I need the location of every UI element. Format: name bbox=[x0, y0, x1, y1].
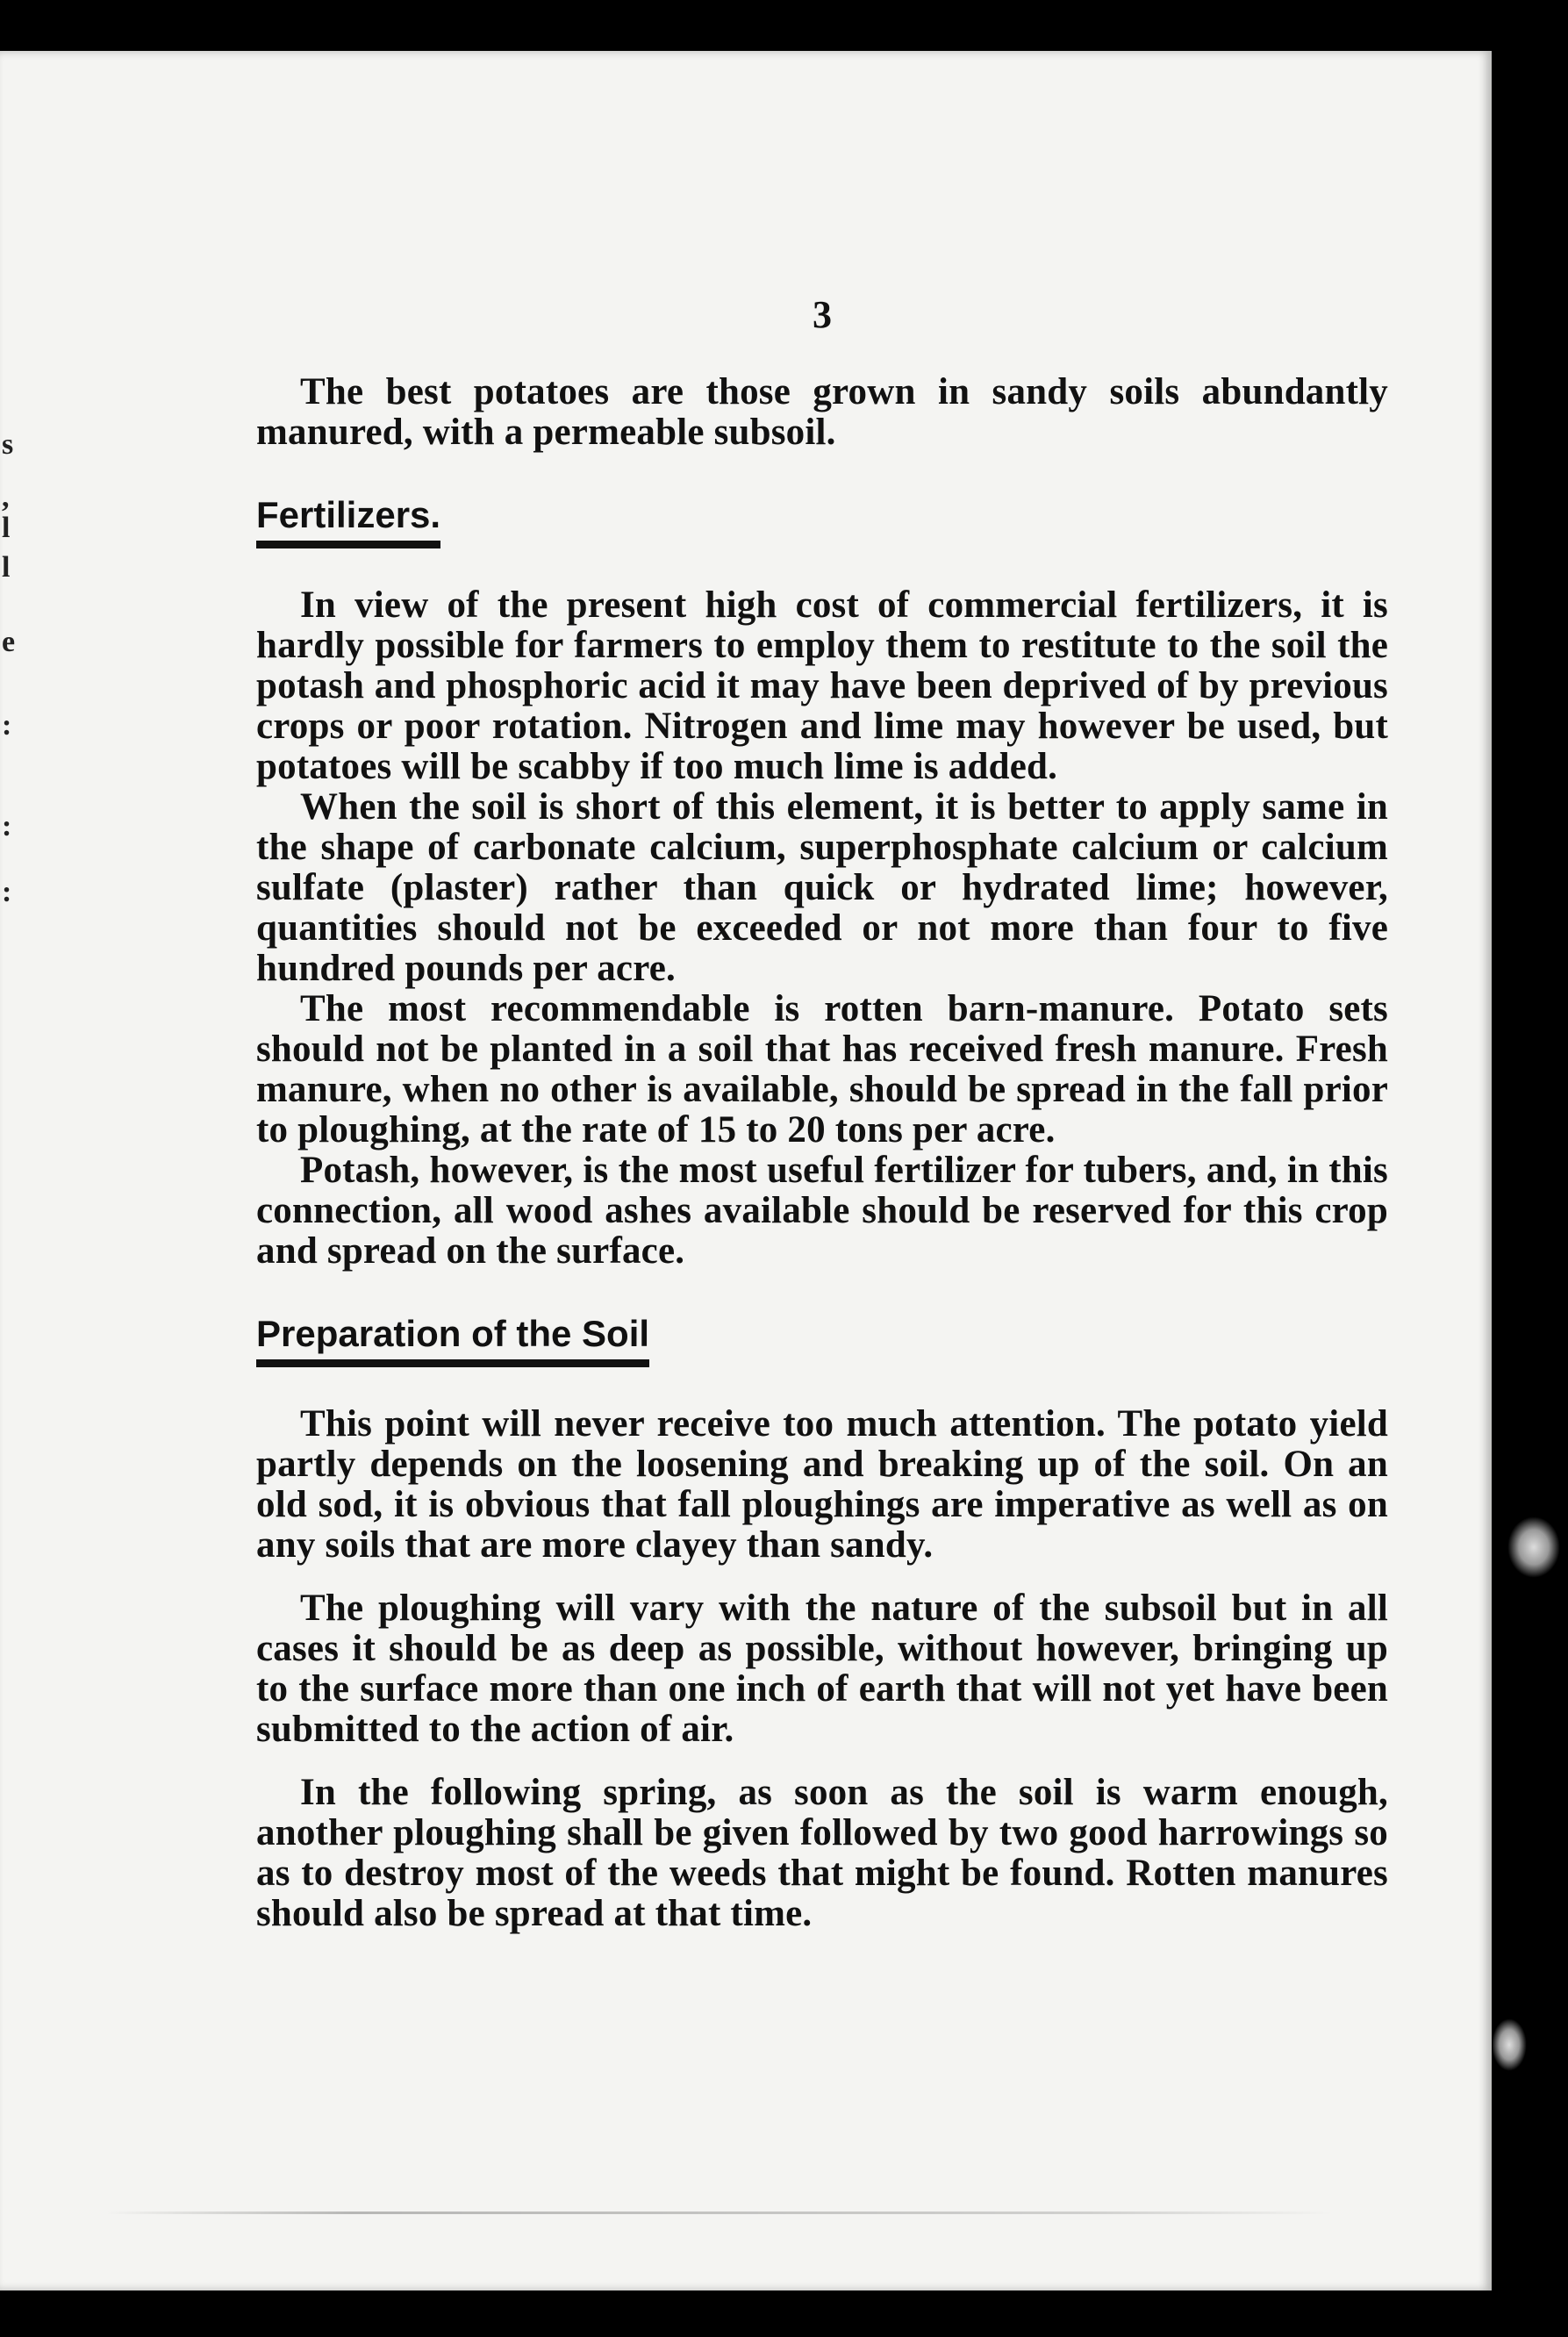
paragraph: This point will never receive too much attention. The potato yield partly depends on the loosening and breaking up of the soil. On an old sod, it is obvious that fall ploughings are imperative as well as on any soils that are more clayey than sandy. bbox=[256, 1403, 1388, 1566]
margin-mark: : bbox=[2, 876, 12, 908]
scan-edge-artifact bbox=[1492, 2018, 1527, 2071]
margin-mark: l bbox=[2, 512, 11, 544]
paragraph: When the soil is short of this element, it is better to apply same in the shape of carbonate calcium, superphosphate calcium or calcium sulfate (plaster) rather than quick or hydrated lime; however, quantities should not be exceeded or not more than four to five hundred pounds per acre. bbox=[256, 786, 1388, 989]
margin-mark: l bbox=[2, 551, 11, 584]
paragraph: In the following spring, as soon as the soil is warm enough, another ploughing shall be given followed by two good harrowings so as to destroy most of the weeds that might be found. Rotten manures should also be spread at that time. bbox=[256, 1772, 1388, 1934]
left-page-edge-marks bbox=[0, 428, 14, 1007]
scan-edge-artifact bbox=[1507, 1516, 1560, 1578]
paragraph: Potash, however, is the most useful fertilizer for tubers, and, in this connection, all wood ashes available should be reserved for this crop and spread on the surface. bbox=[256, 1150, 1388, 1272]
paragraph: In view of the present high cost of commercial fertilizers, it is hardly possible for farmers to employ them to restitute to the soil the potash and phosphoric acid it may have been deprived of by previous crops or poor rotation. Nitrogen and lime may however be used, but potatoes will be scabby if too much lime is added. bbox=[256, 584, 1388, 787]
margin-mark: , bbox=[2, 481, 10, 513]
page-content bbox=[256, 292, 1388, 1934]
section-preparation-of-the-soil bbox=[256, 1272, 1388, 1934]
margin-mark: : bbox=[2, 810, 12, 842]
margin-mark: e bbox=[2, 626, 16, 658]
document-page bbox=[0, 51, 1492, 2290]
margin-mark: : bbox=[2, 709, 12, 742]
page-number: 3 bbox=[813, 293, 832, 336]
paragraph: The most recommendable is rotten barn-manure. Potato sets should not be planted in a soil that has received fresh manure. Fresh manure, when no other is available, should be spread in the fall prior to ploughing, at the rate of 15 to 20 tons per acre. bbox=[256, 988, 1388, 1151]
margin-mark: s bbox=[2, 428, 14, 461]
intro-paragraph: The best potatoes are those grown in sandy soils abundantly manured, with a permeable subsoil. bbox=[256, 371, 1388, 453]
section-heading-preparation: Preparation of the Soil bbox=[256, 1312, 649, 1367]
page-bottom-smudge bbox=[105, 2212, 1334, 2214]
section-fertilizers bbox=[256, 453, 1388, 1272]
paragraph: The ploughing will vary with the nature of the subsoil but in all cases it should be as deep as possible, without however, bringing up to the surface more than one inch of earth that will not yet have been submitted to the action of air. bbox=[256, 1588, 1388, 1750]
section-heading-fertilizers: Fertilizers. bbox=[256, 493, 440, 548]
